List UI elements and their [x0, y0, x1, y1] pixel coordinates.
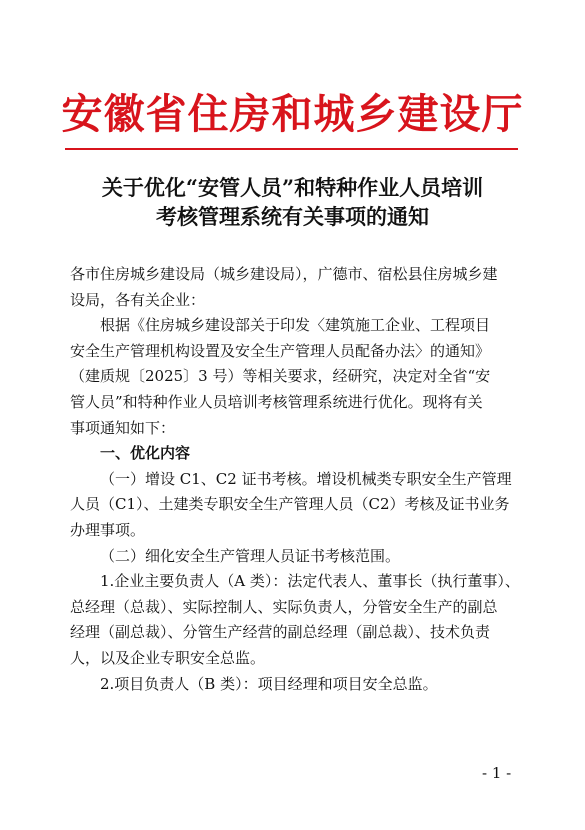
body-line: 总经理（总裁）、实际控制人、实际负责人，分管安全生产的副总 — [70, 597, 498, 616]
body-line: （二）细化安全生产管理人员证书考核范围。 — [100, 546, 401, 565]
notice-title-line: 关于优化“安管人员”和特种作业人员培训 — [101, 175, 484, 200]
body-line: 安全生产管理机构设置及安全生产管理人员配备办法〉的通知》 — [70, 341, 491, 360]
body-line: 事项通知如下： — [70, 418, 176, 437]
notice-title-line: 考核管理系统有关事项的通知 — [156, 204, 429, 229]
body-line: 2.项目负责人（B 类）：项目经理和项目安全总监。 — [100, 674, 438, 693]
body-line: 人，以及企业专职安全总监。 — [70, 648, 266, 667]
body-line: 管人员”和特种作业人员培训考核管理系统进行优化。现将有关 — [70, 392, 483, 411]
section-heading: 一、优化内容 — [100, 444, 191, 463]
body-line: （一）增设 C1、C2 证书考核。增设机械类专职安全生产管理 — [100, 469, 512, 488]
notice-body — [70, 262, 520, 697]
body-line: 根据《住房城乡建设部关于印发〈建筑施工企业、工程项目 — [100, 316, 491, 335]
body-line: 办理事项。 — [70, 520, 146, 539]
red-divider-line — [65, 148, 518, 150]
page-number: - 1 - — [482, 764, 512, 782]
notice-title — [40, 173, 545, 231]
body-line: 各市住房城乡建设局（城乡建设局），广德市、宿松县住房城乡建 — [70, 265, 498, 283]
body-line: 设局，各有关企业： — [70, 290, 206, 309]
body-line: 经理（副总裁）、分管生产经营的副总经理（副总裁）、技术负责 — [70, 623, 491, 642]
masthead-title: 安徽省住房和城乡建设厅 — [61, 90, 524, 138]
body-line: 人员（C1）、土建类专职安全生产管理人员（C2）考核及证书业务 — [70, 495, 510, 514]
body-line: 1.企业主要负责人（A 类）：法定代表人、董事长（执行董事）、 — [100, 572, 520, 591]
body-line: （建质规〔2025〕3 号）等相关要求，经研究，决定对全省“安 — [70, 367, 491, 386]
